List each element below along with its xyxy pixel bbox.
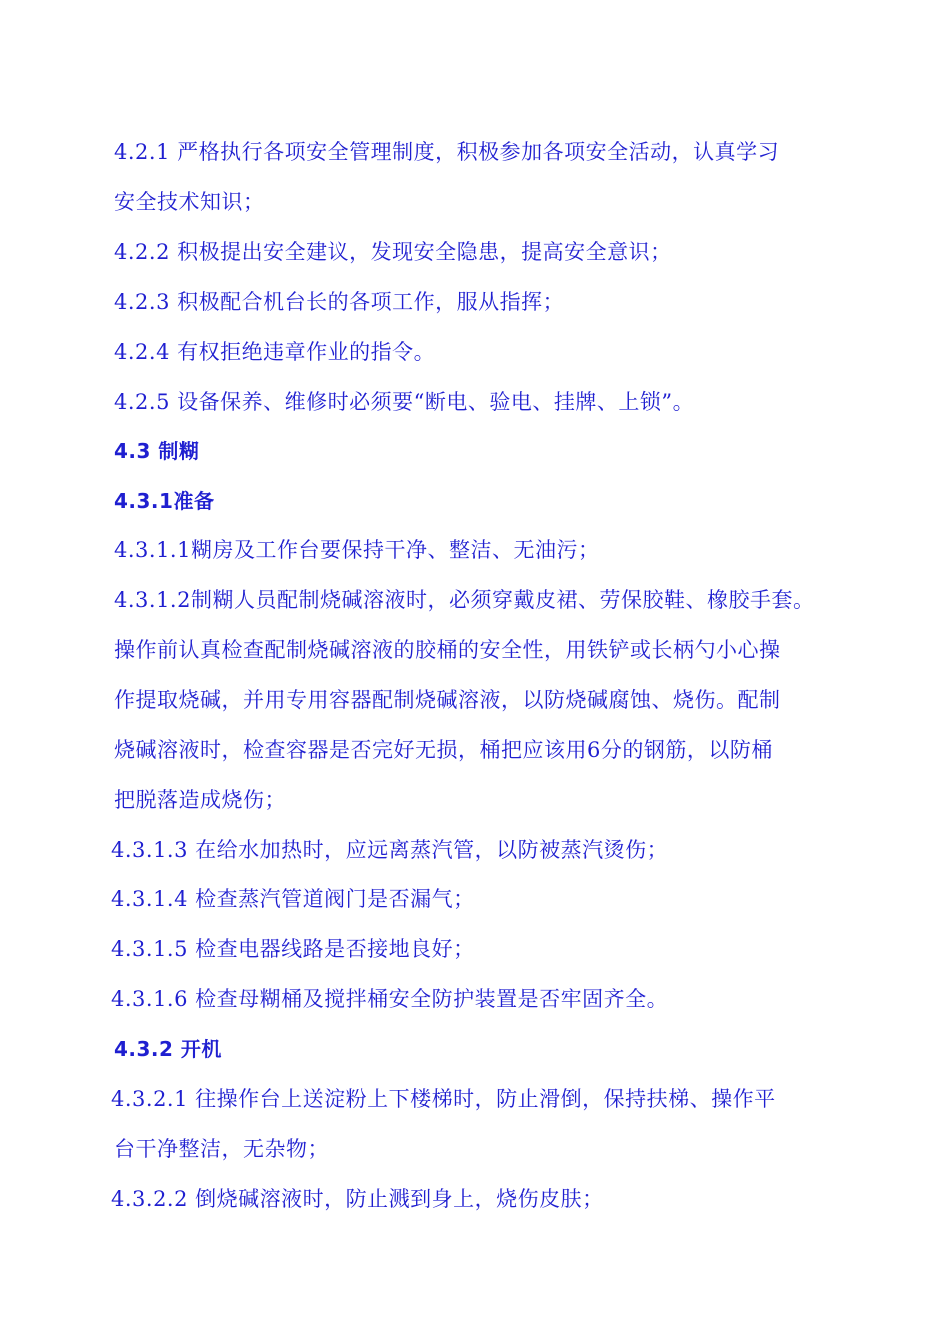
clause-4-3-2-1-line-2: 台干净整洁，无杂物；: [114, 1137, 329, 1161]
clause-4-3-2-2: 4.3.2.2 倒烧碱溶液时，防止溅到身上，烧伤皮肤；: [111, 1187, 604, 1211]
clause-4-2-5: 4.2.5 设备保养、维修时必须要“断电、验电、挂牌、上锁”。: [114, 390, 695, 414]
clause-4-3-2-1-line-1: 4.3.2.1 往操作台上送淀粉上下楼梯时，防止滑倒，保持扶梯、操作平: [111, 1087, 776, 1111]
section-heading-4-3-2: 4.3.2 开机: [114, 1037, 222, 1061]
clause-4-3-1-6: 4.3.1.6 检查母糊桶及搅拌桶安全防护装置是否牢固齐全。: [111, 987, 669, 1011]
clause-4-2-3: 4.2.3 积极配合机台长的各项工作，服从指挥；: [114, 290, 565, 314]
clause-4-3-1-2-line-4: 烧碱溶液时，检查容器是否完好无损，桶把应该用6分的钢筋，以防桶: [114, 738, 773, 762]
clause-4-2-1-line-2: 安全技术知识；: [114, 190, 265, 214]
clause-4-3-1-2-line-5: 把脱落造成烧伤；: [114, 788, 286, 812]
clause-4-2-2: 4.2.2 积极提出安全建议，发现安全隐患，提高安全意识；: [114, 240, 672, 264]
clause-4-2-1-line-1: 4.2.1 严格执行各项安全管理制度，积极参加各项安全活动，认真学习: [114, 140, 780, 164]
clause-4-3-1-3: 4.3.1.3 在给水加热时，应远离蒸汽管，以防被蒸汽烫伤；: [111, 838, 669, 862]
clause-4-3-1-4: 4.3.1.4 检查蒸汽管道阀门是否漏气；: [111, 887, 475, 911]
clause-4-3-1-2-line-3: 作提取烧碱，并用专用容器配制烧碱溶液，以防烧碱腐蚀、烧伤。配制: [114, 688, 781, 712]
clause-4-3-1-1: 4.3.1.1糊房及工作台要保持干净、整洁、无油污；: [114, 538, 600, 562]
section-heading-4-3-1: 4.3.1准备: [114, 489, 215, 513]
section-heading-4-3: 4.3 制糊: [114, 439, 200, 463]
clause-4-2-4: 4.2.4 有权拒绝违章作业的指令。: [114, 340, 436, 364]
clause-4-3-1-2-line-1: 4.3.1.2制糊人员配制烧碱溶液时，必须穿戴皮裙、劳保胶鞋、橡胶手套。: [114, 588, 815, 612]
clause-4-3-1-5: 4.3.1.5 检查电器线路是否接地良好；: [111, 937, 475, 961]
clause-4-3-1-2-line-2: 操作前认真检查配制烧碱溶液的胶桶的安全性，用铁铲或长柄勺小心操: [114, 638, 781, 662]
